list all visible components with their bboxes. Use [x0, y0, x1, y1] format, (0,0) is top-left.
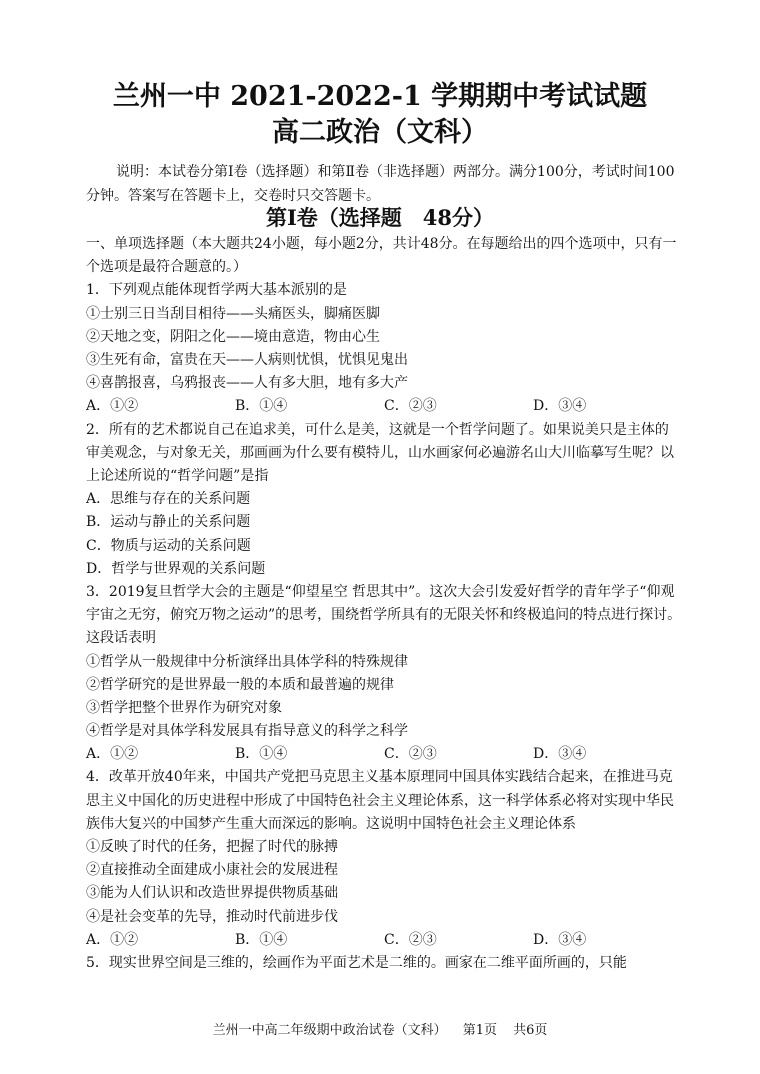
option-b: B．运动与静止的关系问题: [86, 514, 251, 531]
statement-item: ④哲学是对具体学科发展具有指导意义的科学之科学: [86, 723, 408, 740]
footer-exam-name: 兰州一中高二年级期中政治试卷（文科）: [212, 1023, 447, 1038]
question-1: [86, 279, 682, 418]
option-b: B．①④: [235, 931, 288, 948]
statement-item: ②天地之变，阴阳之化——境由意造，物由心生: [86, 328, 380, 345]
question-3: [86, 581, 682, 767]
section-title: 第Ⅰ卷（选择题 48分）: [265, 205, 495, 230]
question-2: [86, 419, 682, 581]
option-d: D．哲学与世界观的关系问题: [86, 560, 266, 577]
page-footer: [0, 1022, 760, 1040]
footer-total-pages: 共6页: [513, 1023, 548, 1038]
question-stem: 4．改革开放40年来，中国共产党把马克思主义基本原理同中国具体实践结合起来，在推进马克思主义中国化的历史进程中形成了中国特色社会主义理论体系，这一科学体系必将对实现中华民族伟大复兴的中国梦产生重大而深远的影响。这说明中国特色社会主义理论体系: [86, 769, 674, 832]
exam-title: 兰州一中 2021-2022-1 学期期中考试试题: [112, 81, 648, 112]
option-d: D．③④: [533, 398, 587, 415]
option-b: B．①④: [235, 398, 288, 415]
option-b: B．①④: [235, 746, 288, 763]
answer-options: [86, 395, 682, 418]
question-stem: 5．现实世界空间是三维的，绘画作为平面艺术是二维的。画家在二维平面所画的，只能: [86, 954, 627, 971]
option-a: A．①②: [86, 931, 139, 948]
section-intro: 一、单项选择题（本大题共24小题，每小题2分，共计48分。在每题给出的四个选项中，只有一个选项是最符合题意的。）: [86, 236, 677, 276]
answer-options: [86, 743, 682, 766]
option-c: C．②③: [384, 746, 437, 763]
question-stem: 1．下列观点能体现哲学两大基本派别的是: [86, 282, 347, 299]
option-c: C．②③: [384, 398, 437, 415]
question-body: [86, 233, 682, 975]
statement-item: ②哲学研究的是世界最一般的本质和最普遍的规律: [86, 676, 394, 693]
answer-options: [86, 929, 682, 952]
statement-item: ③哲学把整个世界作为研究对象: [86, 699, 282, 716]
question-5: [86, 952, 682, 975]
statement-item: ①士别三日当刮目相待——头痛医头，脚痛医脚: [86, 305, 380, 322]
option-d: D．③④: [533, 746, 587, 763]
option-a: A．思维与存在的关系问题: [86, 491, 251, 508]
question-stem: 2．所有的艺术都说自己在追求美，可什么是美，这就是一个哲学问题了。如果说美只是主体的审美观念，与对象无关，那画画为什么要有模特儿，山水画家何必遍游名山大川临摹写生呢？以上论述所说的“哲学问题”是指: [86, 421, 674, 484]
exam-instructions: 说明：本试卷分第Ⅰ卷（选择题）和第Ⅱ卷（非选择题）两部分。满分100分，考试时间100分钟。答案写在答题卡上，交卷时只交答题卡。: [86, 164, 675, 204]
statement-item: ④喜鹊报喜，乌鸦报丧——人有多大胆，地有多大产: [86, 375, 408, 392]
option-c: C．物质与运动的关系问题: [86, 537, 251, 554]
question-4: [86, 766, 682, 952]
exam-subtitle: 高二政治（文科）: [272, 117, 488, 148]
statement-item: ④是社会变革的先导，推动时代前进步伐: [86, 908, 338, 925]
statement-item: ①反映了时代的任务，把握了时代的脉搏: [86, 839, 338, 856]
footer-page-number: 第1页: [462, 1023, 497, 1038]
option-c: C．②③: [384, 931, 437, 948]
statement-item: ②直接推动全面建成小康社会的发展进程: [86, 862, 338, 879]
statement-item: ③生死有命，富贵在天——人病则忧惧，忧惧见鬼出: [86, 351, 408, 368]
question-stem: 3．2019复旦哲学大会的主题是“仰望星空 哲思其中”。这次大会引发爱好哲学的青年学子“仰观宇宙之无穷，俯究万物之运动”的思考，围绕哲学所具有的无限关怀和终极追问的特点进行探讨。这段话表明: [86, 583, 682, 647]
statement-item: ①哲学从一般规律中分析演绎出具体学科的特殊规律: [86, 653, 408, 670]
option-d: D．③④: [533, 931, 587, 948]
option-a: A．①②: [86, 746, 139, 763]
statement-item: ③能为人们认识和改造世界提供物质基础: [86, 885, 338, 902]
option-a: A．①②: [86, 398, 139, 415]
